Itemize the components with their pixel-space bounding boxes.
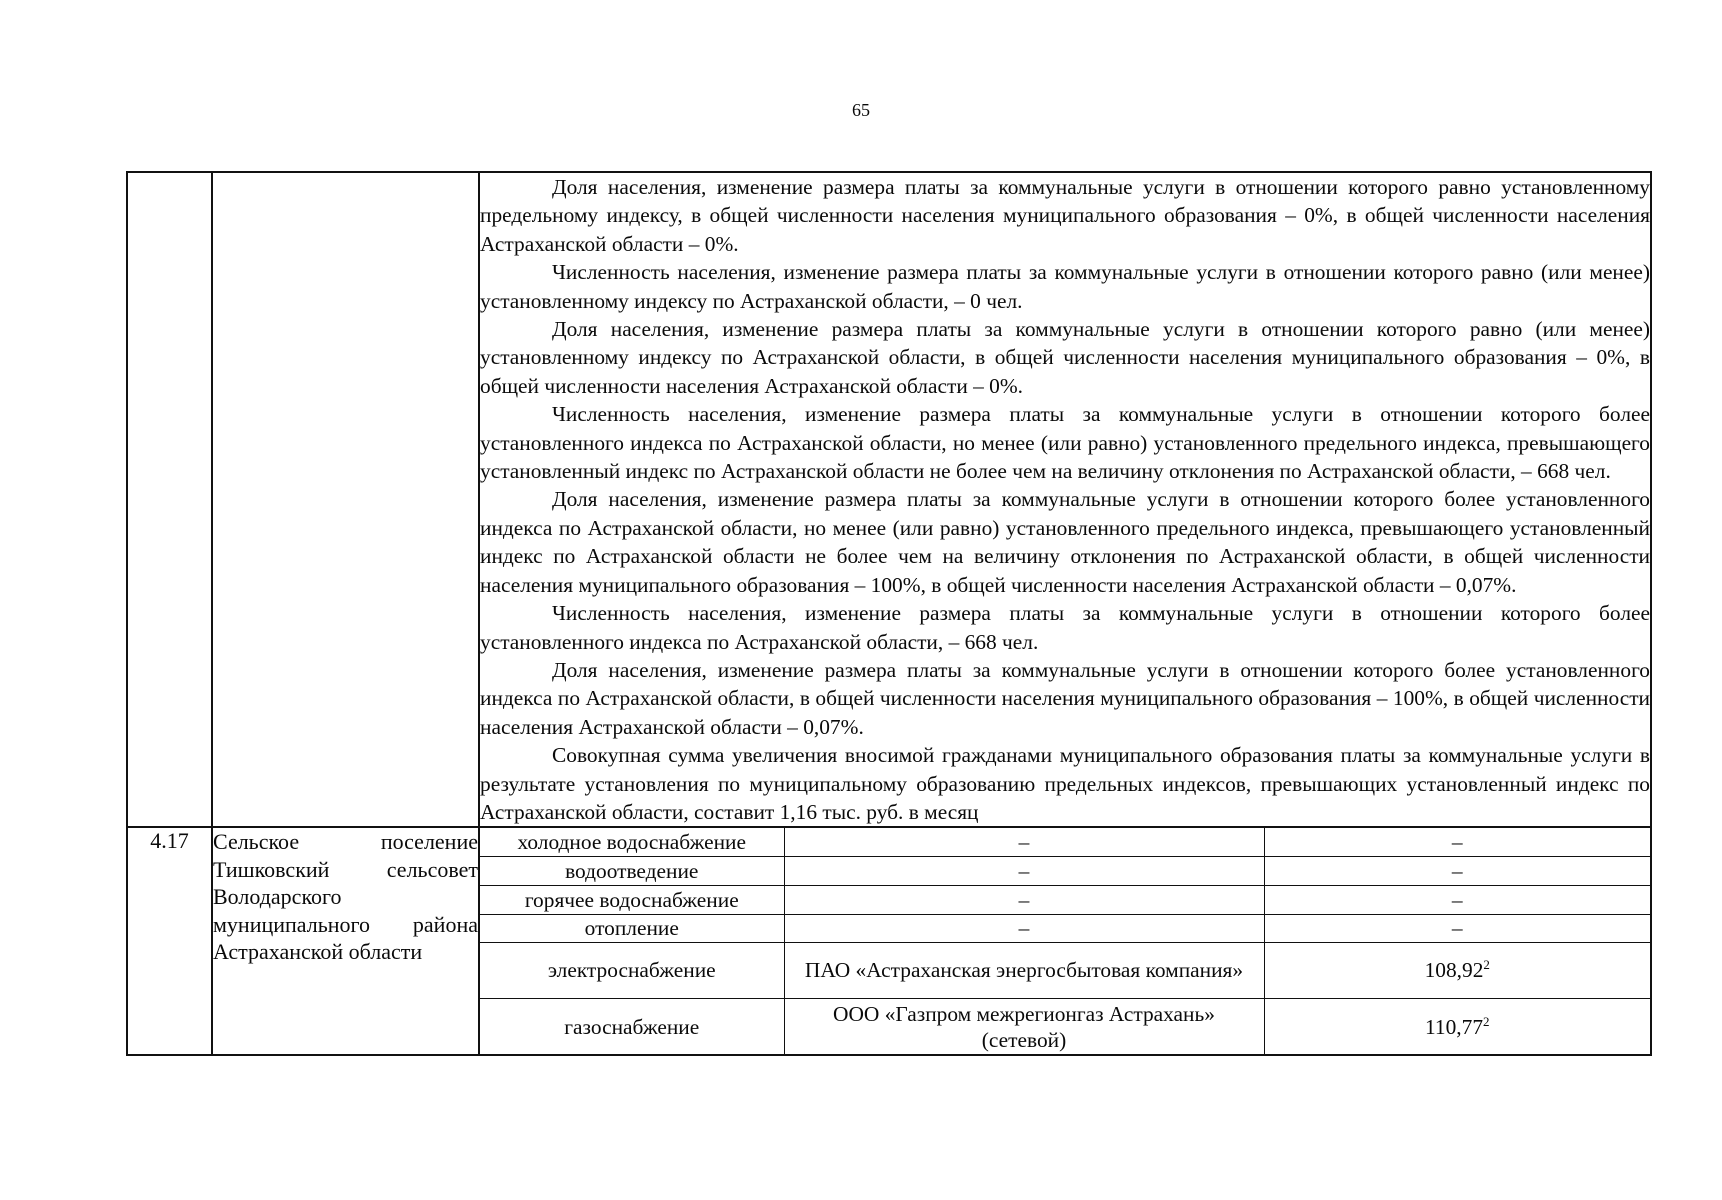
- supplier-name: –: [784, 856, 1264, 885]
- page-number: 65: [852, 100, 870, 120]
- index-value: [1264, 914, 1650, 942]
- service-name: холодное водоснабжение: [480, 828, 784, 856]
- row-4-17: [127, 827, 1651, 1055]
- index-value: [1264, 998, 1650, 1054]
- index-number: 108,92: [1424, 958, 1484, 983]
- service-name: электроснабжение: [480, 942, 784, 998]
- continuation-row: [127, 172, 1651, 827]
- paragraph: Численность населения, изменение размера платы за коммунальные услуги в отношении которого более установленного индекса по Астраханской области, – 668 чел.: [480, 601, 1650, 654]
- services-cell: [479, 827, 1651, 1055]
- index-value: [1264, 856, 1650, 885]
- footnote-mark: 2: [1483, 1013, 1490, 1029]
- paragraph: Совокупная сумма увеличения вносимой гражданами муниципального образования платы за коммунальные услуги в результате установления по муниципальному образованию предельных индексов, превышающих установленный индекс по Астраханской области, составит 1,16 тыс. руб. в месяц: [480, 743, 1650, 824]
- index-number: 110,77: [1424, 1014, 1484, 1039]
- service-row: [480, 885, 1650, 914]
- municipality-name: Сельское поселение Тишковский сельсовет Володарского муниципального района Астраханской области: [212, 827, 479, 1055]
- supplier-name: ПАО «Астраханская энергосбытовая компания»: [784, 942, 1264, 998]
- index-value: [1264, 885, 1650, 914]
- paragraph: Доля населения, изменение размера платы за коммунальные услуги в отношении которого более установленного индекса по Астраханской области, но менее (или равно) установленного предельного индекса, превышающего установленный индекс по Астраханской области не более чем на величину отклонения по Астраханской области, в общей численности населения муниципального образования – 100%, в общей численности населения Астраханской области – 0,07%.: [480, 487, 1650, 597]
- paragraph: Численность населения, изменение размера платы за коммунальные услуги в отношении которого равно (или менее) установленному индексу по Астраханской области, – 0 чел.: [480, 260, 1650, 313]
- service-row: [480, 856, 1650, 885]
- indices-table: [126, 171, 1652, 1056]
- service-row: [480, 914, 1650, 942]
- index-number: –: [1451, 887, 1463, 912]
- footnote-mark: 2: [1483, 957, 1490, 973]
- supplier-name: –: [784, 914, 1264, 942]
- paragraph: Доля населения, изменение размера платы за коммунальные услуги в отношении которого равно установленному предельному индексу, в общей численности населения муниципального образования – 0%, в общей численности населения Астраханской области – 0%.: [480, 175, 1650, 256]
- continuation-text-cell: [479, 172, 1651, 827]
- row-number: 4.17: [127, 827, 212, 1055]
- service-name: газоснабжение: [480, 998, 784, 1054]
- continuation-name-cell: [212, 172, 479, 827]
- index-number: –: [1451, 830, 1463, 855]
- paragraph: Доля населения, изменение размера платы за коммунальные услуги в отношении которого равно (или менее) установленному индексу по Астраханской области, в общей численности населения муниципального образования – 0%, в общей численности населения Астраханской области – 0%.: [480, 317, 1650, 398]
- paragraph: Доля населения, изменение размера платы за коммунальные услуги в отношении которого более установленного индекса по Астраханской области, в общей численности населения муниципального образования – 100%, в общей численности населения Астраханской области – 0,07%.: [480, 657, 1650, 739]
- services-table: [480, 828, 1650, 1054]
- service-row: [480, 942, 1650, 998]
- paragraph: Численность населения, изменение размера платы за коммунальные услуги в отношении которого более установленного индекса по Астраханской области, но менее (или равно) установленного предельного индекса, превышающего установленный индекс по Астраханской области не более чем на величину отклонения по Астраханской области, – 668 чел.: [480, 402, 1650, 484]
- service-name: горячее водоснабжение: [480, 885, 784, 914]
- index-value: [1264, 942, 1650, 998]
- supplier-name: –: [784, 828, 1264, 856]
- service-row: [480, 828, 1650, 856]
- service-row: [480, 998, 1650, 1054]
- service-name: водоотведение: [480, 856, 784, 885]
- continuation-number-cell: [127, 172, 212, 827]
- index-number: –: [1451, 916, 1463, 941]
- index-value: [1264, 828, 1650, 856]
- index-number: –: [1451, 858, 1463, 883]
- supplier-name: ООО «Газпром межрегионгаз Астрахань» (сетевой): [784, 998, 1264, 1054]
- service-name: отопление: [480, 914, 784, 942]
- supplier-name: –: [784, 885, 1264, 914]
